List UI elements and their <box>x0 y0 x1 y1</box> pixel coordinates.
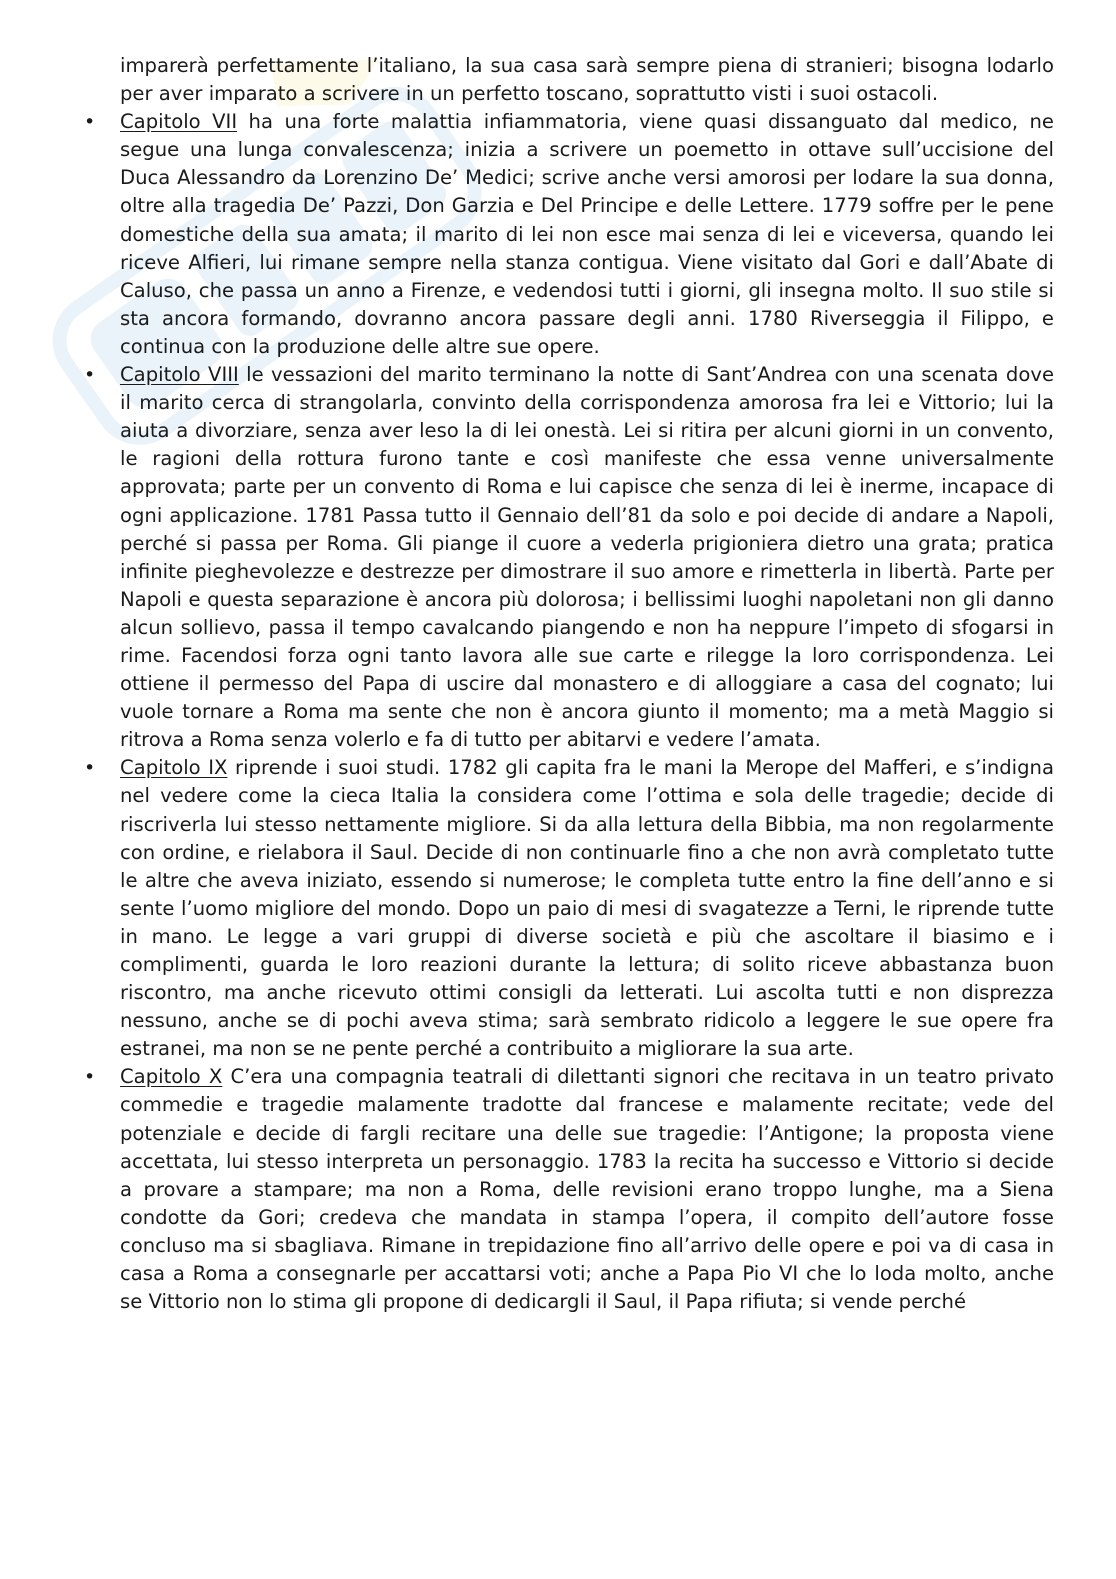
chapter-list <box>84 108 1054 1316</box>
list-item-chapter-9 <box>84 754 1054 1063</box>
list-item-chapter-10 <box>84 1063 1054 1316</box>
chapter-title: Capitolo VIII <box>120 363 239 387</box>
intro-paragraph: imparerà perfettamente l’italiano, la sua casa sarà sempre piena di stranieri; bisogna lodarlo per aver imparato a scrivere in un perfetto toscano, soprattutto visti i suoi ostacoli. <box>120 54 1054 106</box>
chapter-title: Capitolo IX <box>120 756 228 780</box>
bullet-icon: • <box>84 1066 96 1089</box>
chapter-title: Capitolo X <box>120 1065 223 1089</box>
list-item-chapter-7 <box>84 108 1054 361</box>
chapter-body: ha una forte malattia infiammatoria, viene quasi dissanguato dal medico, ne segue una lunga convalescenza; inizia a scrivere un poemetto in ottave sull’uccisione del Duca Alessandro da Lorenzino De’ Medici; scrive anche versi amorosi per lodare la sua donna, oltre alla tragedia De’ Pazzi, Don Garzia e Del Principe e delle Lettere. 1779 soffre per le pene domestiche della sua amata; il marito di lei non esce mai senza di lei e viceversa, quando lei riceve Alfieri, lui rimane sempre nella stanza contigua. Viene visitato dal Gori e dall’Abate di Caluso, che passa un anno a Firenze, e vedendosi tutti i giorni, gli insegna molto. Il suo stile si sta ancora formando, dovranno ancora passare degli anni. 1780 Riverseggia il Filippo, e continua con la produzione delle altre sue opere. <box>120 110 1054 358</box>
chapter-body: C’era una compagnia teatrali di dilettanti signori che recitava in un teatro privato commedie e tragedie malamente tradotte dal francese e malamente recitate; vede del potenziale e decide di fargli recitare una delle sue tragedie: l’Antigone; la proposta viene accettata, lui stesso interpreta un personaggio. 1783 la recita ha successo e Vittorio si decide a provare a stampare; ma non a Roma, delle revisioni erano troppo lunghe, ma a Siena condotte da Gori; credeva che mandata in stampa l’opera, il compito dell’autore fosse concluso ma si sbagliava. Rimane in trepidazione fino all’arrivo delle opere e poi va di casa in casa a Roma a consegnarle per accattarsi voti; anche a Papa Pio VI che lo loda molto, anche se Vittorio non lo stima gli propone di dedicargli il Saul, il Papa rifiuta; si vende perché <box>120 1065 1054 1314</box>
bullet-icon: • <box>84 111 96 134</box>
bullet-icon: • <box>84 757 96 780</box>
bullet-icon: • <box>84 364 96 387</box>
document-page <box>84 52 1054 1316</box>
list-item-chapter-8 <box>84 361 1054 754</box>
chapter-body: le vessazioni del marito terminano la notte di Sant’Andrea con una scenata dove il marito cerca di strangolarla, convinto della corrispondenza amorosa fra lei e Vittorio; lui la aiuta a divorziare, senza aver leso la di lei onestà. Lei si ritira per alcuni giorni in un convento, le ragioni della rottura furono tante e così manifeste che essa venne universalmente approvata; parte per un convento di Roma e lui capisce che senza di lei è inerme, incapace di ogni applicazione. 1781 Passa tutto il Gennaio dell’81 da solo e poi decide di andare a Napoli, perché si passa per Roma. Gli piange il cuore a vederla prigioniera dietro una grata; pratica infinite pieghevolezze e destrezze per dimostrare il suo amore e rimetterla in libertà. Parte per Napoli e questa separazione è ancora più dolorosa; i bellissimi luoghi napoletani non gli danno alcun sollievo, passa il tempo cavalcando piangendo e non ha neppure l’impeto di sfogarsi in rime. Facendosi forza ogni tanto lavora alle sue carte e rilegge la loro corrispondenza. Lei ottiene il permesso del Papa di uscire dal monastero e di alloggiare a casa del cognato; lui vuole tornare a Roma ma sente che non è ancora giunto il momento; ma a metà Maggio si ritrova a Roma senza volerlo e fa di tutto per abitarvi e vedere l’amata. <box>120 363 1054 752</box>
chapter-title: Capitolo VII <box>120 110 238 134</box>
chapter-body: riprende i suoi studi. 1782 gli capita fra le mani la Merope del Mafferi, e s’indigna nel vedere come la cieca Italia la considera come l’ottima e sola delle tragedie; decide di riscriverla lui stesso nettamente migliore. Si da alla lettura della Bibbia, ma non regolarmente con ordine, e rielabora il Saul. Decide di non continuarle fino a che non avrà completato tutte le altre che aveva iniziato, essendo si numerose; le completa tutte entro la fine dell’anno e si sente l’uomo migliore del mondo. Dopo un paio di mesi di svagatezze a Terni, le riprende tutte in mano. Le legge a vari gruppi di diverse società e più che ascoltare il biasimo e i complimenti, guarda le loro reazioni durante la lettura; di solito riceve abbastanza buon riscontro, ma anche ricevuto ottimi consigli da letterati. Lui ascolta tutti e non disprezza nessuno, anche se di pochi aveva stima; sarà sembrato ridicolo a leggere le sue opere fra estranei, ma non se ne pente perché a contribuito a migliorare la sua arte. <box>120 756 1054 1061</box>
